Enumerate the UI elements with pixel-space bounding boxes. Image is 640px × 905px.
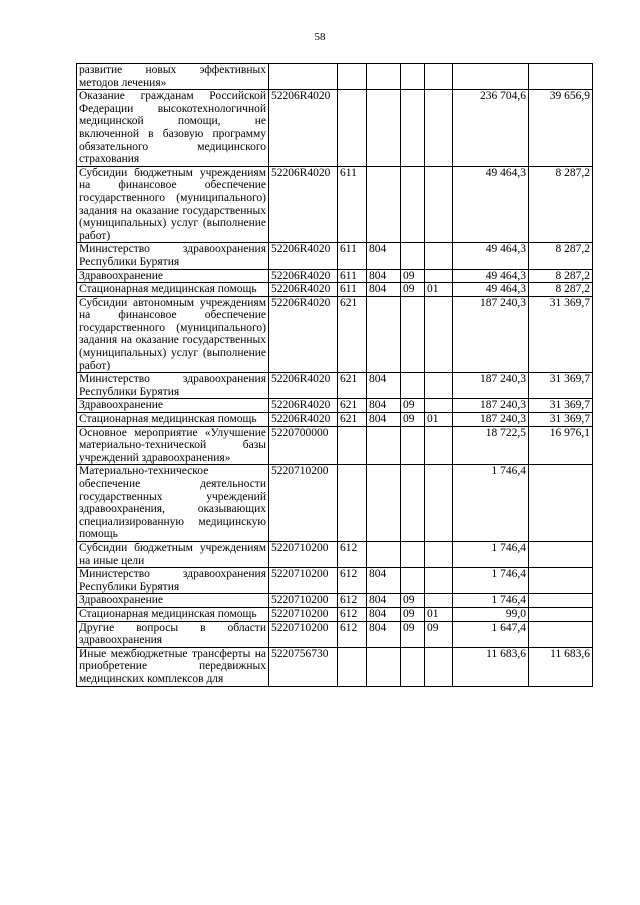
cell-target-article: 5220710200 [269,568,338,594]
cell-amount-2 [529,64,593,90]
cell-subsection [425,541,453,567]
cell-section: 09 [401,269,425,283]
cell-grbs: 804 [367,568,401,594]
cell-expense-type: 612 [338,568,367,594]
cell-amount-2: 31 369,7 [529,399,593,413]
cell-target-article: 52206R4020 [269,399,338,413]
cell-amount-1: 236 704,6 [453,90,529,167]
cell-amount-2: 8 287,2 [529,166,593,243]
table-row [77,621,593,647]
cell-section [401,243,425,269]
cell-subsection: 09 [425,621,453,647]
cell-target-article: 5220700000 [269,426,338,465]
cell-grbs: 804 [367,283,401,297]
cell-subsection [425,426,453,465]
cell-grbs: 804 [367,594,401,608]
cell-amount-2 [529,541,593,567]
cell-amount-1: 187 240,3 [453,413,529,427]
cell-expense-type: 621 [338,296,367,373]
cell-section: 09 [401,621,425,647]
cell-subsection: 01 [425,283,453,297]
cell-section [401,296,425,373]
cell-subsection [425,399,453,413]
table-row [77,399,593,413]
table-row [77,90,593,167]
cell-expense-type [338,426,367,465]
cell-grbs: 804 [367,243,401,269]
cell-expense-type: 621 [338,399,367,413]
cell-amount-2: 31 369,7 [529,413,593,427]
cell-section [401,90,425,167]
cell-expense-type [338,647,367,686]
table-body [77,64,593,687]
cell-subsection [425,647,453,686]
cell-grbs [367,64,401,90]
cell-target-article: 52206R4020 [269,373,338,399]
cell-target-article: 5220710200 [269,541,338,567]
cell-section [401,647,425,686]
cell-amount-1: 1 746,4 [453,465,529,542]
table-row [77,568,593,594]
cell-subsection [425,296,453,373]
cell-section [401,166,425,243]
cell-grbs: 804 [367,413,401,427]
cell-section: 09 [401,607,425,621]
cell-name: Материально-техническое обеспечение деятельности государственных учреждений здравоохранения, оказывающих специализированную медицинскую помощь [77,465,269,542]
cell-expense-type: 611 [338,166,367,243]
cell-section: 09 [401,399,425,413]
cell-amount-1: 187 240,3 [453,399,529,413]
cell-section [401,373,425,399]
cell-target-article: 52206R4020 [269,90,338,167]
cell-subsection [425,373,453,399]
page-number: 58 [314,31,326,43]
cell-amount-2: 8 287,2 [529,269,593,283]
cell-grbs: 804 [367,621,401,647]
cell-amount-2 [529,594,593,608]
cell-expense-type: 612 [338,541,367,567]
cell-amount-2: 39 656,9 [529,90,593,167]
cell-amount-2: 31 369,7 [529,373,593,399]
cell-amount-2 [529,621,593,647]
cell-name: Стационарная медицинская помощь [77,607,269,621]
table-row [77,541,593,567]
cell-amount-1: 1 746,4 [453,541,529,567]
cell-target-article: 52206R4020 [269,166,338,243]
cell-grbs: 804 [367,373,401,399]
table-row [77,647,593,686]
budget-table [76,63,593,687]
cell-subsection [425,64,453,90]
cell-name: Министерство здравоохранения Республики Бурятия [77,373,269,399]
table-row [77,465,593,542]
table-row [77,283,593,297]
cell-grbs [367,426,401,465]
cell-name: Субсидии автономным учреждениям на финансовое обеспечение государственного (муниципального) задания на оказание государственных (муниципальных) услуг (выполнение работ) [77,296,269,373]
table-row [77,607,593,621]
cell-amount-2: 31 369,7 [529,296,593,373]
cell-amount-1: 18 722,5 [453,426,529,465]
cell-target-article: 52206R4020 [269,283,338,297]
cell-section: 09 [401,413,425,427]
cell-subsection [425,568,453,594]
cell-amount-2 [529,568,593,594]
cell-amount-1 [453,64,529,90]
cell-name: Субсидии бюджетным учреждениям на иные цели [77,541,269,567]
cell-target-article: 52206R4020 [269,269,338,283]
cell-amount-2: 16 976,1 [529,426,593,465]
cell-name: Министерство здравоохранения Республики Бурятия [77,568,269,594]
cell-name: Основное мероприятие «Улучшение материально-технической базы учреждений здравоохранения» [77,426,269,465]
table-row [77,243,593,269]
cell-expense-type [338,465,367,542]
cell-target-article: 5220756730 [269,647,338,686]
cell-target-article: 5220710200 [269,465,338,542]
cell-section [401,541,425,567]
cell-expense-type [338,90,367,167]
cell-name: Здравоохранение [77,269,269,283]
cell-amount-2 [529,465,593,542]
cell-amount-1: 11 683,6 [453,647,529,686]
cell-name: Другие вопросы в области здравоохранения [77,621,269,647]
cell-grbs: 804 [367,269,401,283]
cell-target-article: 5220710200 [269,594,338,608]
cell-grbs: 804 [367,399,401,413]
cell-amount-2 [529,607,593,621]
cell-amount-2: 8 287,2 [529,283,593,297]
cell-section: 09 [401,283,425,297]
table-row [77,373,593,399]
cell-amount-1: 49 464,3 [453,283,529,297]
cell-expense-type: 621 [338,413,367,427]
cell-name: Оказание гражданам Российской Федерации высокотехнологичной медицинской помощи, не включенной в базовую программу обязательного медицинского страхования [77,90,269,167]
cell-grbs [367,541,401,567]
cell-amount-2: 8 287,2 [529,243,593,269]
cell-subsection [425,166,453,243]
cell-name: Стационарная медицинская помощь [77,413,269,427]
cell-name: Министерство здравоохранения Республики Бурятия [77,243,269,269]
cell-section [401,568,425,594]
table-row [77,269,593,283]
cell-section: 09 [401,594,425,608]
cell-expense-type: 612 [338,607,367,621]
cell-amount-1: 187 240,3 [453,296,529,373]
cell-target-article: 52206R4020 [269,296,338,373]
table-row [77,296,593,373]
cell-expense-type [338,64,367,90]
cell-amount-1: 1 746,4 [453,568,529,594]
cell-amount-1: 49 464,3 [453,166,529,243]
cell-name: Здравоохранение [77,399,269,413]
cell-name: Субсидии бюджетным учреждениям на финансовое обеспечение государственного (муниципального) задания на оказание государственных (муниципальных) услуг (выполнение работ) [77,166,269,243]
cell-expense-type: 612 [338,594,367,608]
cell-expense-type: 611 [338,283,367,297]
cell-subsection [425,243,453,269]
cell-subsection [425,90,453,167]
table-row [77,413,593,427]
cell-section [401,465,425,542]
cell-subsection [425,269,453,283]
cell-amount-1: 1 647,4 [453,621,529,647]
cell-grbs [367,647,401,686]
cell-name: Здравоохранение [77,594,269,608]
cell-amount-1: 99,0 [453,607,529,621]
cell-grbs [367,296,401,373]
cell-target-article: 52206R4020 [269,243,338,269]
cell-target-article: 5220710200 [269,607,338,621]
table-row [77,166,593,243]
cell-amount-1: 1 746,4 [453,594,529,608]
cell-expense-type: 611 [338,269,367,283]
cell-expense-type: 612 [338,621,367,647]
cell-amount-1: 49 464,3 [453,243,529,269]
cell-grbs: 804 [367,607,401,621]
cell-section [401,64,425,90]
cell-section [401,426,425,465]
cell-name: Иные межбюджетные трансферты на приобретение передвижных медицинских комплексов для [77,647,269,686]
cell-subsection [425,594,453,608]
table-row [77,426,593,465]
table-row [77,64,593,90]
cell-grbs [367,90,401,167]
cell-target-article: 5220710200 [269,621,338,647]
cell-expense-type: 621 [338,373,367,399]
cell-target-article: 52206R4020 [269,413,338,427]
cell-subsection: 01 [425,607,453,621]
cell-expense-type: 611 [338,243,367,269]
cell-amount-2: 11 683,6 [529,647,593,686]
cell-grbs [367,465,401,542]
cell-grbs [367,166,401,243]
cell-name: Стационарная медицинская помощь [77,283,269,297]
cell-target-article [269,64,338,90]
cell-amount-1: 187 240,3 [453,373,529,399]
table-row [77,594,593,608]
cell-subsection [425,465,453,542]
cell-subsection: 01 [425,413,453,427]
cell-name: развитие новых эффективных методов лечения» [77,64,269,90]
cell-amount-1: 49 464,3 [453,269,529,283]
